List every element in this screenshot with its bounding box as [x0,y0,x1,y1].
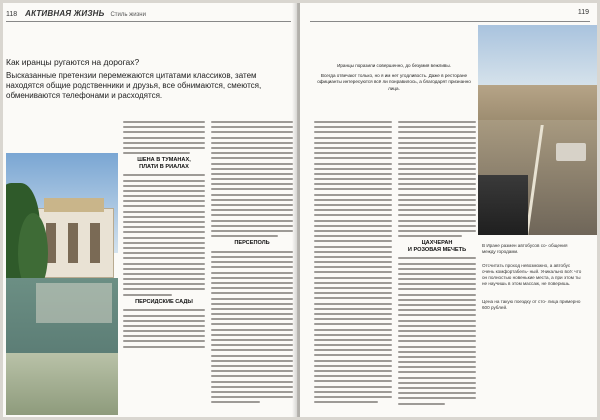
left-text-column-2 [211,121,293,406]
palace-photo [6,153,118,415]
palace-column [68,223,78,263]
subhead-mosque: ЦАХЧЕРАН И РОЗОВАЯ МЕЧЕТЬ [407,240,467,253]
subhead-gardens: ПЕРСИДСКИЕ САДЫ [135,298,193,305]
left-text-column-1 [123,121,205,351]
palace-roof [44,198,104,212]
right-page-number: 119 [577,9,589,16]
caption-extra: Отсчитать проход невозможно, а автобус очень комфортабель- ный. Уникально всё: что он полностью новенькие места, а при этом ты не научишь в этом массаж, не поверишь. [482,263,582,286]
vehicle [556,143,586,161]
subsection-title: Стиль жизни [110,12,146,18]
garden-ground [6,353,118,415]
pool-reflection [36,283,112,323]
road-photo [478,25,597,235]
left-header-rule [6,21,291,22]
right-text-column-2 [398,121,476,408]
left-page [3,3,297,417]
right-text-column-1 [314,121,392,406]
left-page-number: 118 [6,11,18,18]
article-kicker: Как иранцы ругаются на дорогах? [6,57,140,67]
bus-dashboard [478,175,528,235]
subhead-shena: ШЕНА В ТУМАНАХ, ПЛАТИ В РИАЛАХ [137,157,191,170]
right-running-head [578,9,589,16]
subhead-persepolis: ПЕРСЕПОЛЬ [234,240,270,247]
article-lead: Высказанные претензии перемежаются цитатами классиков, затем находятся общие родственники и друзья, все обнимаются, смеются, обмениваются телефонами и расходятся. [6,71,262,100]
desert-mountains [478,85,597,125]
palace-column [90,223,100,263]
right-page [300,3,597,417]
caption-price: Цена на такую поездку от сто- лица примерно 600 рублей. [482,299,581,310]
right-header-rule [310,21,590,22]
photo-caption: В Иране размен автобусов со- общения между городами. [482,243,568,254]
section-title: АКТИВНАЯ ЖИЗНЬ [25,9,105,18]
right-intro: Иранцы поразили совершенно, до безумия вежливы. Всегда отвечают только, но я им нет угодливость. Даже в ресторане официанты интересуются всё ли понравилось, а благодарят признанно лица. [317,63,471,91]
left-running-head [6,9,146,18]
